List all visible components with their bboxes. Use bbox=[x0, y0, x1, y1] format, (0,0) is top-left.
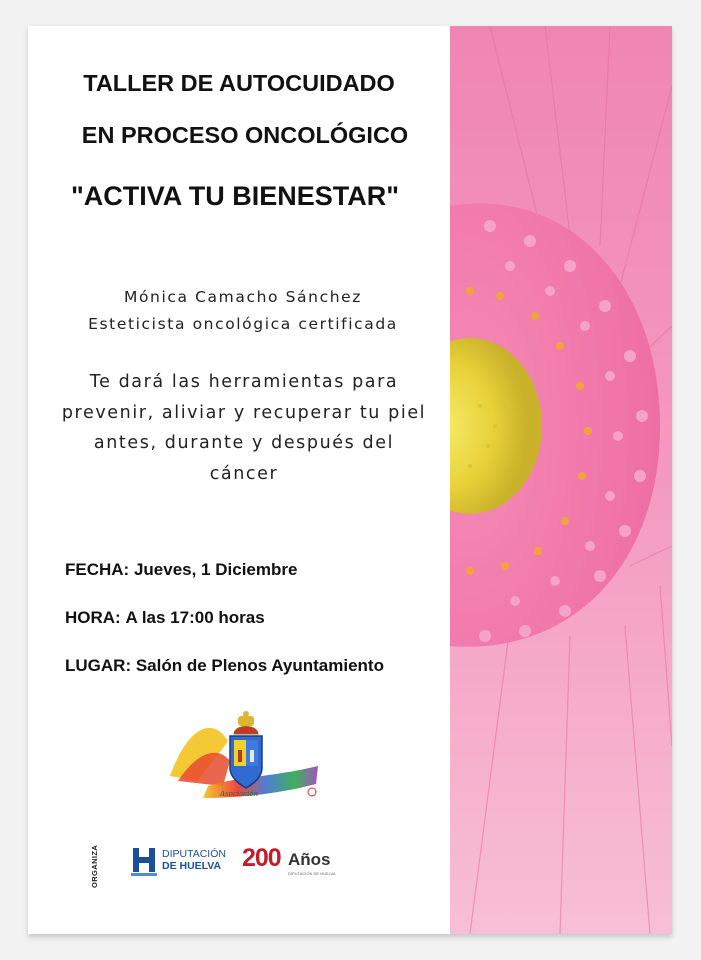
text-column bbox=[28, 26, 450, 934]
description: Te dará las herramientas para prevenir, aliviar y recuperar tu piel antes, durante y después del cáncer bbox=[61, 372, 427, 484]
svg-text:Asociación: Asociación bbox=[220, 790, 259, 798]
date-label: FECHA: bbox=[65, 560, 130, 579]
place-value: Salón de Plenos Ayuntamiento bbox=[135, 656, 384, 675]
anniversary-word: Años bbox=[288, 850, 331, 869]
organiza-label: ORGANIZA bbox=[90, 844, 99, 888]
ayuntamiento-crest-icon bbox=[168, 706, 320, 806]
date-detail bbox=[65, 560, 297, 580]
title-line-1: TALLER DE AUTOCUIDADO bbox=[83, 70, 395, 96]
diputacion-text bbox=[162, 848, 226, 872]
place-label: LUGAR: bbox=[65, 656, 132, 675]
diputacion-line1: DIPUTACIÓN bbox=[162, 848, 226, 860]
title-slogan: "ACTIVA TU BIENESTAR" bbox=[70, 181, 400, 211]
speaker-role: Esteticista oncológica certificada bbox=[88, 315, 398, 333]
time-label: HORA: bbox=[65, 608, 121, 627]
anniversary-number: 200 bbox=[242, 844, 281, 872]
poster bbox=[28, 26, 672, 934]
title-line-2: EN PROCESO ONCOLÓGICO bbox=[81, 122, 409, 148]
anniversary-subtitle: DIPUTACIÓN DE HUELVA bbox=[288, 871, 336, 876]
time-detail bbox=[65, 608, 265, 628]
pink-gerbera-flower-image bbox=[450, 26, 672, 934]
time-value: A las 17:00 horas bbox=[125, 608, 265, 627]
place-detail bbox=[65, 656, 384, 676]
diputacion-line2: DE HUELVA bbox=[162, 860, 222, 872]
date-value: Jueves, 1 Diciembre bbox=[133, 560, 298, 579]
speaker-name: Mónica Camacho Sánchez bbox=[124, 288, 362, 306]
